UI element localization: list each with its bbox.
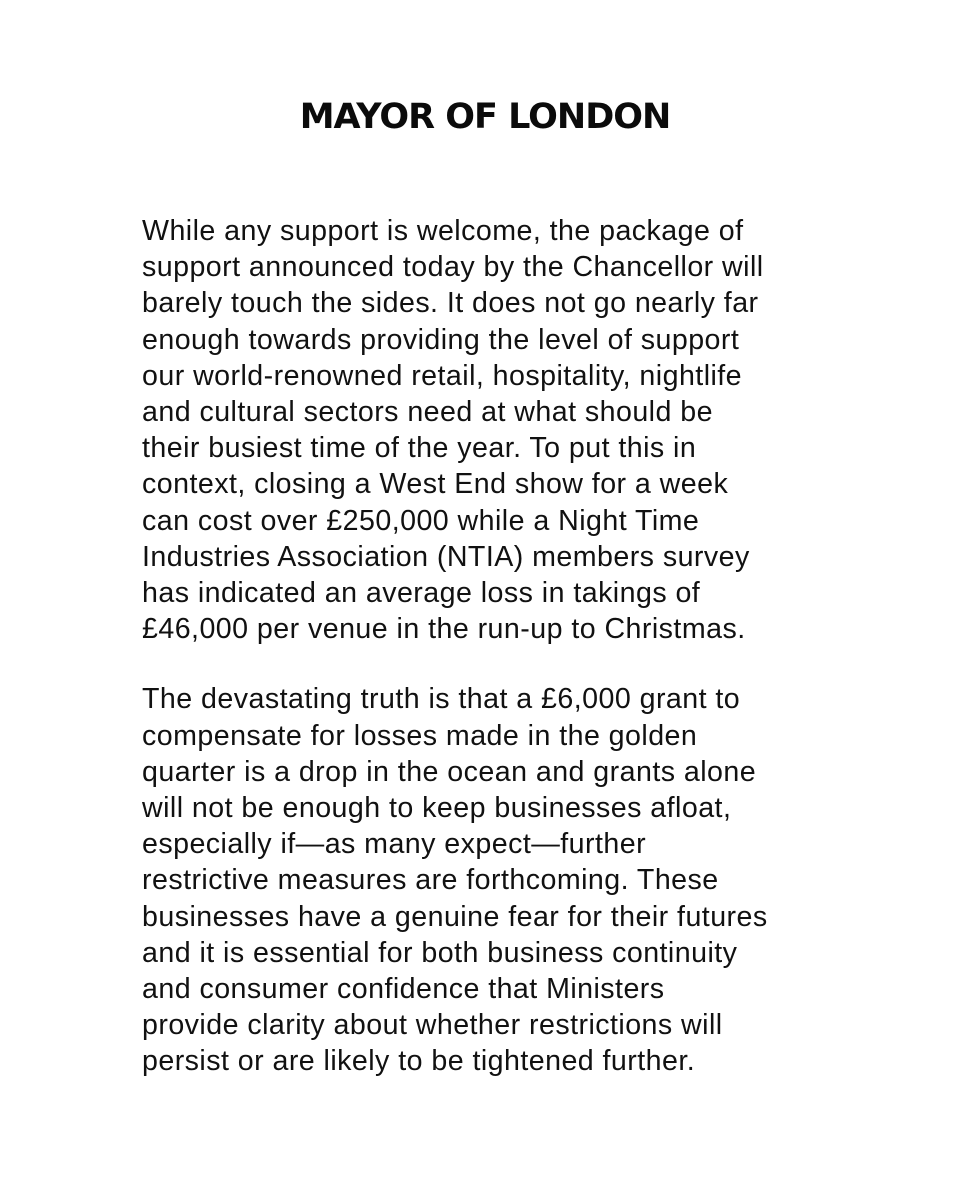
paragraph-line: persist or are likely to be tightened further.: [142, 1045, 696, 1078]
paragraph-line: context, closing a West End show for a week: [142, 468, 729, 501]
paragraph-line: and cultural sectors need at what should be: [142, 396, 713, 429]
paragraph-line: enough towards providing the level of support: [142, 323, 740, 356]
statement-body: [142, 213, 842, 1080]
paragraph-line: provide clarity about whether restrictions will: [142, 1009, 723, 1042]
paragraph-line: barely touch the sides. It does not go nearly far: [142, 287, 759, 320]
paragraph-line: £46,000 per venue in the run-up to Christmas.: [142, 613, 746, 646]
paragraph-line: While any support is welcome, the package of: [142, 215, 744, 247]
paragraph-line: and it is essential for both business continuity: [142, 936, 738, 969]
paragraph-line: quarter is a drop in the ocean and grants alone: [142, 755, 757, 788]
paragraph-line: their busiest time of the year. To put this in: [142, 432, 697, 465]
paragraph-line: The devastating truth is that a £6,000 grant to: [142, 683, 741, 716]
paragraph-line: Industries Association (NTIA) members survey: [142, 540, 750, 573]
paragraph-line: compensate for losses made in the golden: [142, 719, 698, 752]
paragraph-line: and consumer confidence that Ministers: [142, 973, 665, 1006]
paragraph-line: especially if—as many expect—further: [142, 828, 647, 861]
paragraph-line: has indicated an average loss in takings of: [142, 577, 701, 610]
paragraph-line: our world-renowned retail, hospitality, nightlife: [142, 359, 743, 392]
paragraph-line: will not be enough to keep businesses afloat,: [142, 792, 732, 825]
paragraph-line: businesses have a genuine fear for their futures: [142, 900, 768, 933]
statement-paragraph-1: [142, 213, 842, 647]
mayor-of-london-logo: MAYOR OF LONDON: [299, 97, 671, 137]
paragraph-line: support announced today by the Chancellor will: [142, 251, 764, 284]
paragraph-line: can cost over £250,000 while a Night Time: [142, 504, 700, 537]
paragraph-line: restrictive measures are forthcoming. These: [142, 864, 719, 897]
statement-paragraph-2: [142, 681, 842, 1079]
